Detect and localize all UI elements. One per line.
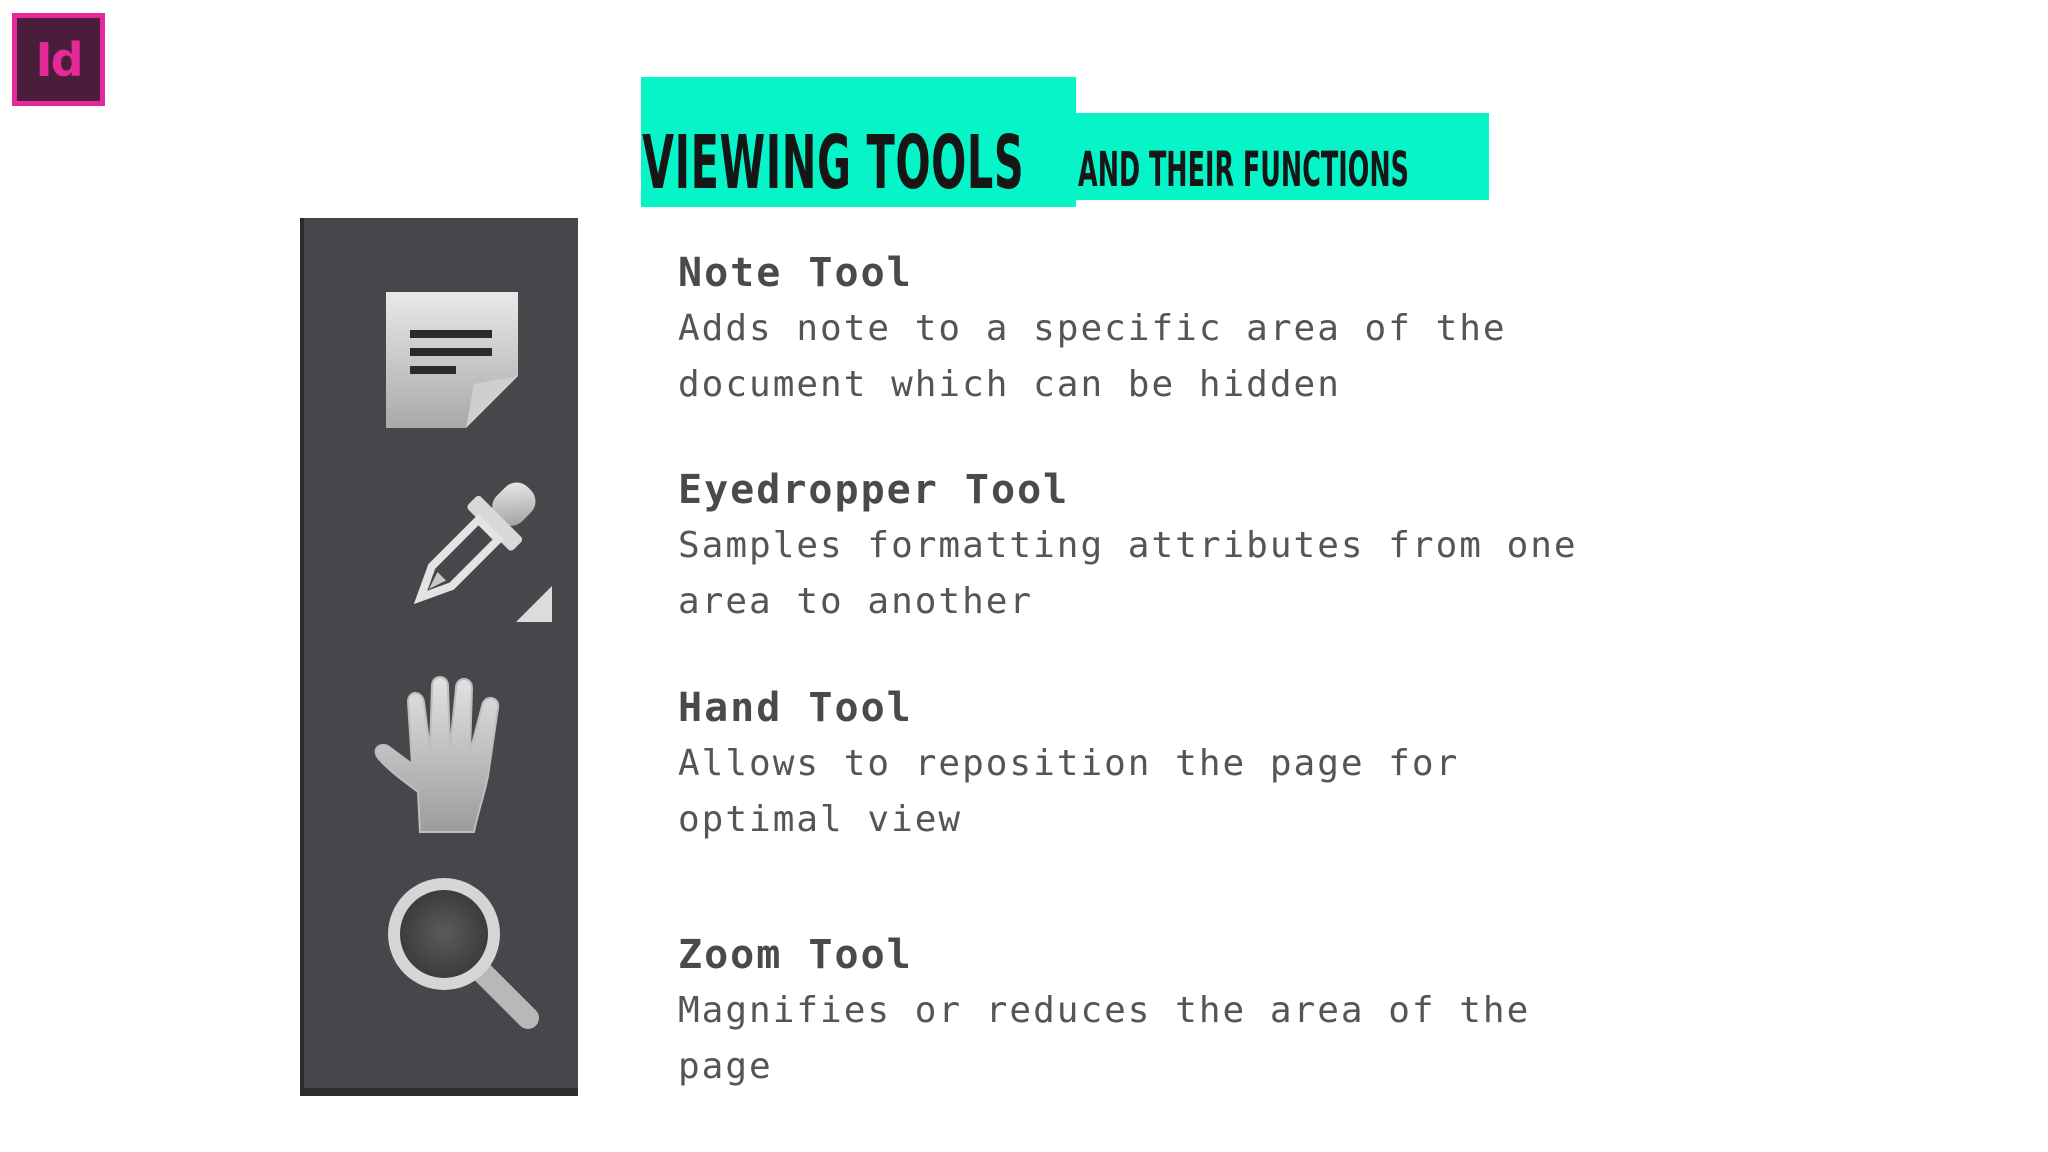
hand-tool-icon[interactable] [368, 672, 538, 842]
tool-desc-note [678, 245, 1678, 413]
tool-description: Allows to reposition the page for optimal view [678, 743, 1460, 840]
zoom-tool-icon[interactable] [378, 868, 548, 1038]
tool-desc-eyedropper [678, 462, 1678, 630]
tool-desc-hand [678, 680, 1678, 848]
indesign-logo-icon [12, 13, 105, 106]
tool-name: Eyedropper Tool [678, 467, 1070, 513]
tool-name: Note Tool [678, 250, 913, 296]
tool-desc-zoom [678, 927, 1678, 1095]
tool-description: Magnifies or reduces the area of the page [678, 990, 1531, 1087]
tool-description: Samples formatting attributes from one area to another [678, 525, 1578, 622]
tool-panel [300, 218, 578, 1096]
tool-name: Zoom Tool [678, 932, 913, 978]
tool-description: Adds note to a specific area of the document which can be hidden [678, 308, 1507, 405]
title-main: VIEWING TOOLS [642, 120, 1025, 206]
page-title [642, 82, 1492, 206]
logo-text: Id [35, 32, 82, 87]
tool-name: Hand Tool [678, 685, 913, 731]
eyedropper-tool-icon[interactable] [380, 468, 560, 638]
note-tool-icon[interactable] [382, 288, 526, 432]
title-sub: AND THEIR FUNCTIONS [1078, 142, 1409, 198]
